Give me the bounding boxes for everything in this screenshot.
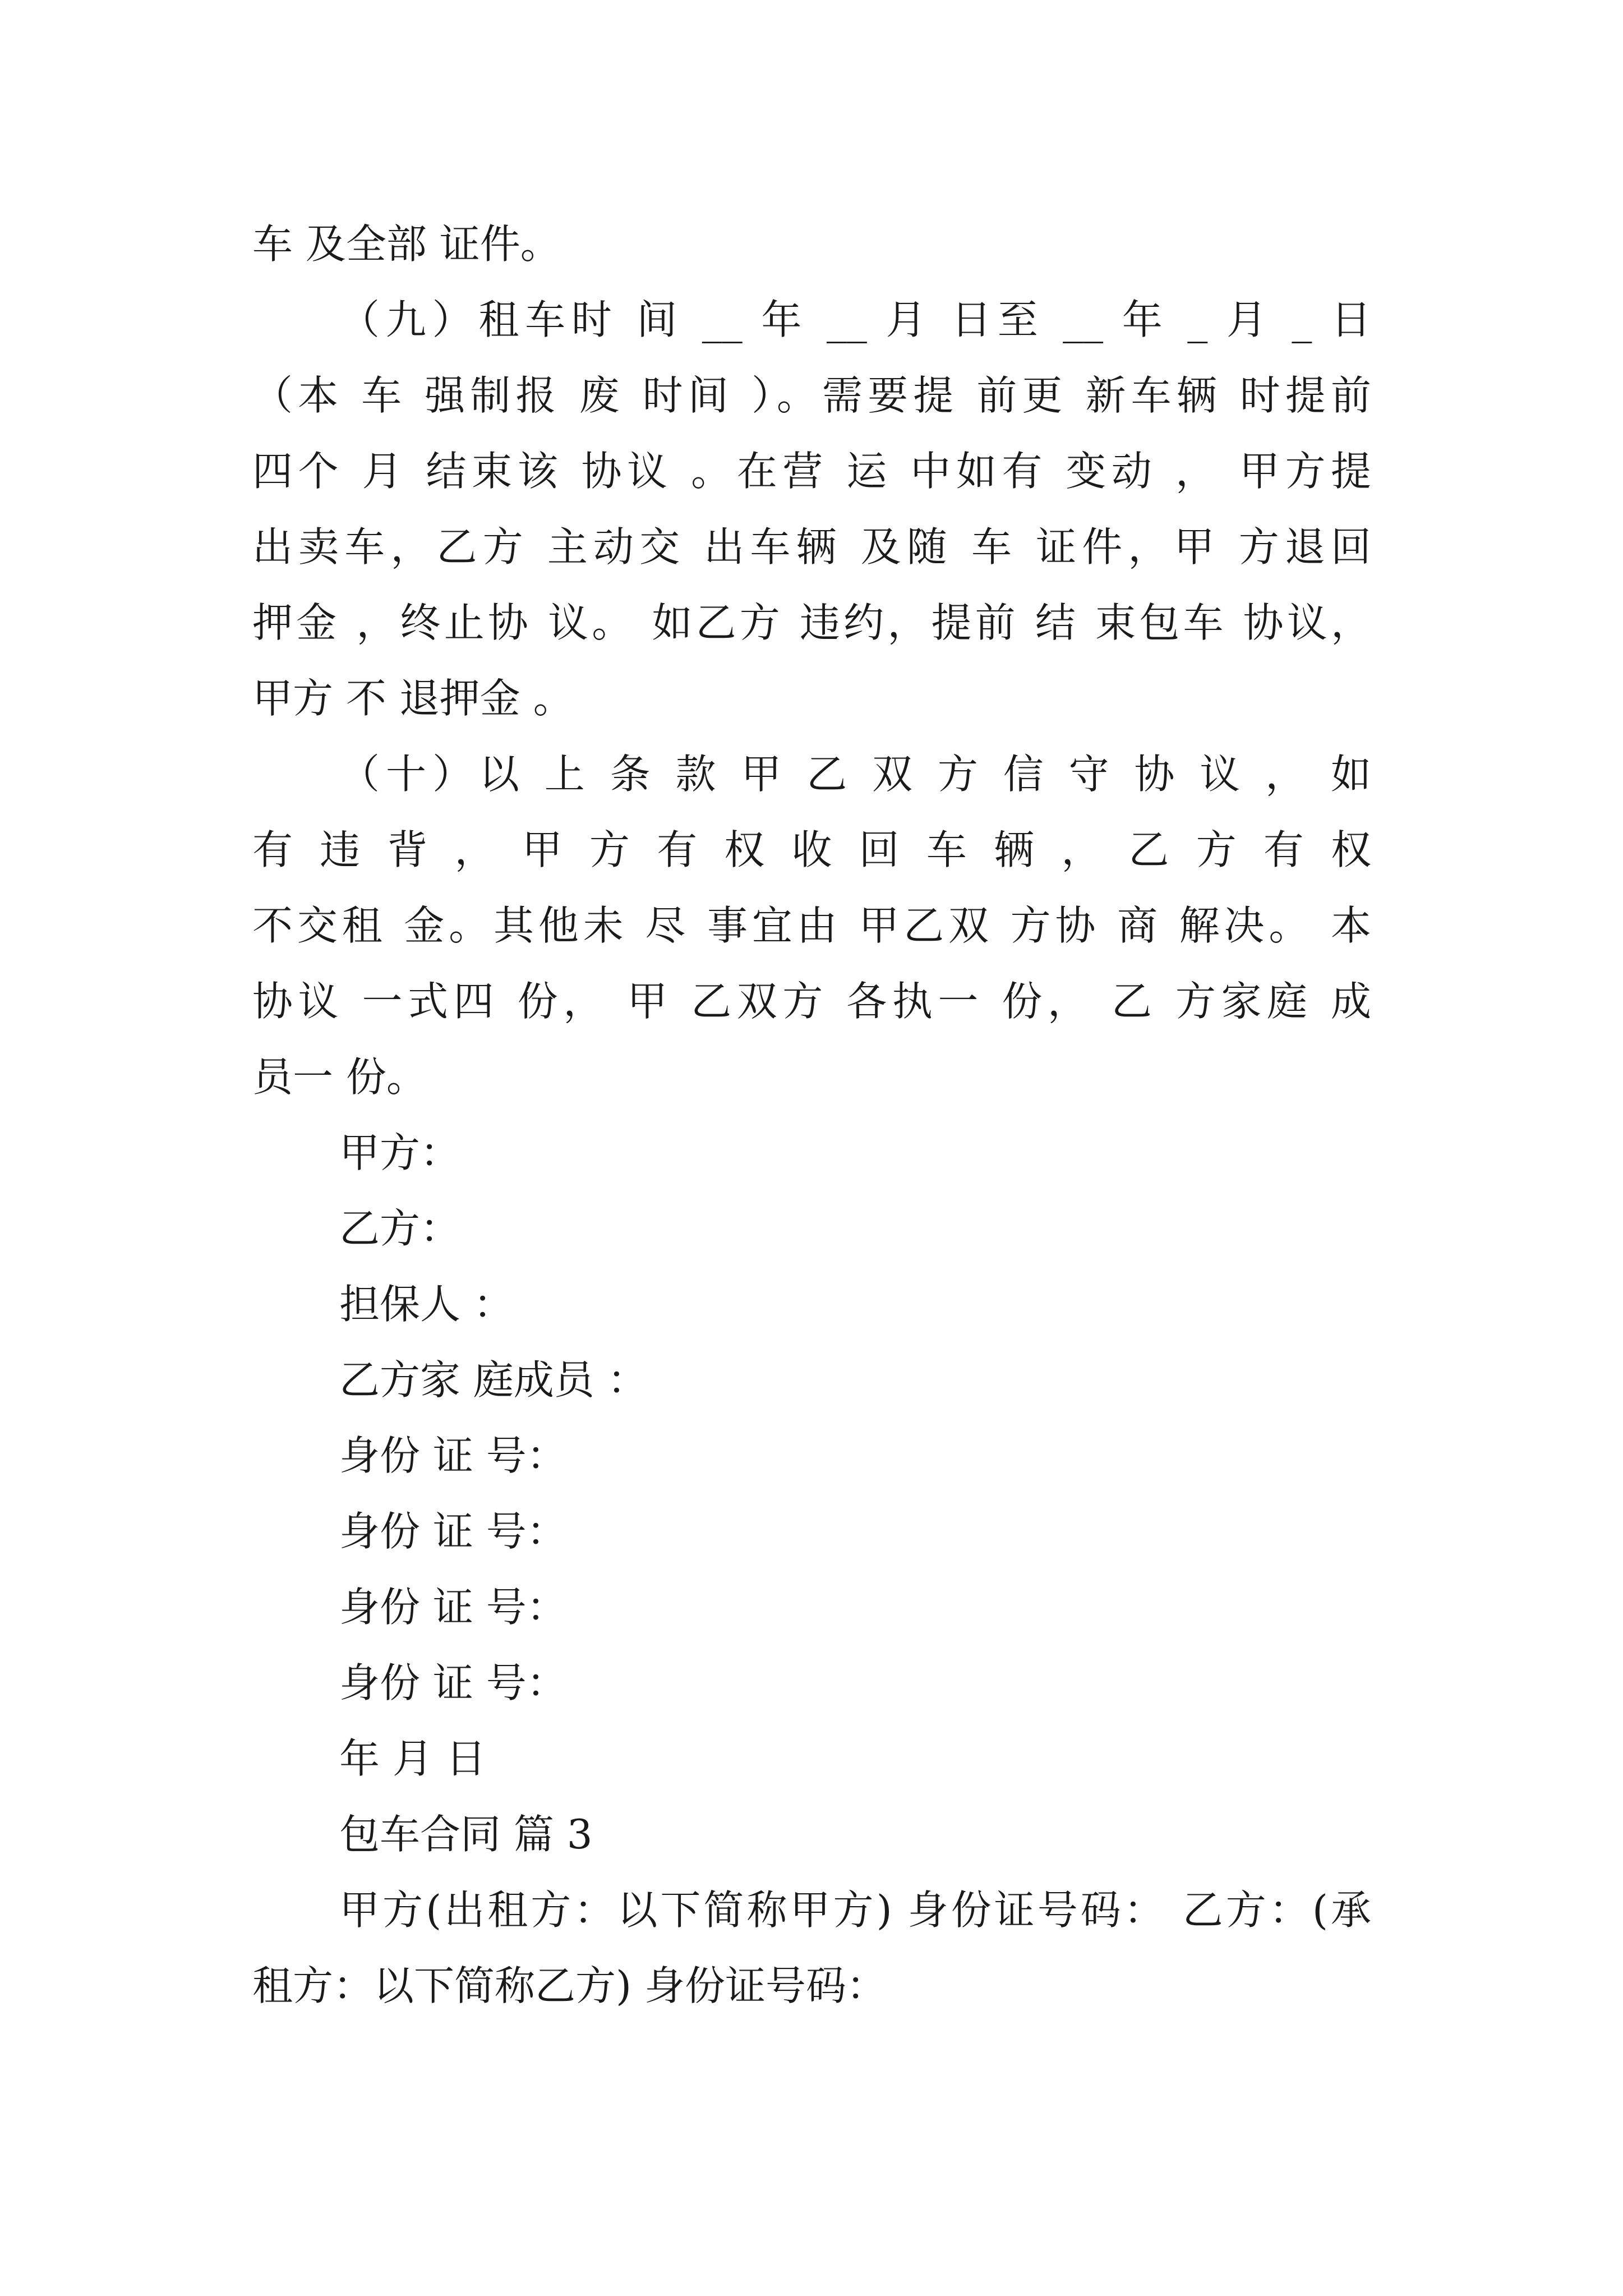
signature-field-guarantor: 担保人 ： xyxy=(339,1281,514,1328)
id-number-field: 身份 证 号： xyxy=(339,1508,567,1555)
text-line: 四个 月 结束该 协议 。在营 运 中如有 变动 ， 甲方提 xyxy=(252,448,1371,495)
text-line: 有 违 背 ， 甲 方 有 权 收 回 车 辆 ， 乙 方 有 权 xyxy=(252,826,1371,873)
signature-field-family-member: 乙方家 庭成员 ： xyxy=(339,1356,648,1404)
text-line: 车 及全部 证件。 xyxy=(252,220,561,268)
text-line: 出卖车，乙方 主动交 出车辆 及随 车 证件，甲 方退回 xyxy=(252,523,1371,570)
id-number-field: 身份 证 号： xyxy=(339,1584,567,1631)
text-line: 押金 ，终止协 议。 如乙方 违约，提前 结 束包车 协议， xyxy=(252,599,1371,646)
section-heading: 包车合同 篇 3 xyxy=(339,1811,593,1858)
signature-field-party-a: 甲方： xyxy=(339,1129,461,1176)
id-number-field: 身份 证 号： xyxy=(339,1432,567,1479)
text-line: 协议 一式四 份， 甲 乙双方 各执一 份， 乙 方家庭 成 xyxy=(252,978,1371,1025)
signature-field-party-b: 乙方： xyxy=(339,1205,461,1252)
text-line: 甲方 不 退押金 。 xyxy=(252,675,574,722)
text-line: （十）以 上 条 款 甲 乙 双 方 信 守 协 议 ， 如 xyxy=(339,751,1371,798)
text-line: （九）租车时 间 __ 年 __ 月 日至 __ 年 _ 月 _ 日 xyxy=(339,296,1371,343)
text-line: 不交租 金。其他未 尽 事宜由 甲乙双 方协 商 解决。 本 xyxy=(252,902,1371,949)
text-line: 甲方(出租方：以下简称甲方) 身份证号码： 乙方：(承 xyxy=(339,1887,1371,1934)
date-field: 年 月 日 xyxy=(339,1735,486,1782)
text-line: （本 车 强制报 废 时间 ）。需要提 前更 新车辆 时提前 xyxy=(252,372,1371,419)
id-number-field: 身份 证 号： xyxy=(339,1659,567,1706)
text-line: 租方：以下简称乙方) 身份证号码： xyxy=(252,1962,887,2009)
text-line: 员一 份。 xyxy=(252,1053,427,1101)
